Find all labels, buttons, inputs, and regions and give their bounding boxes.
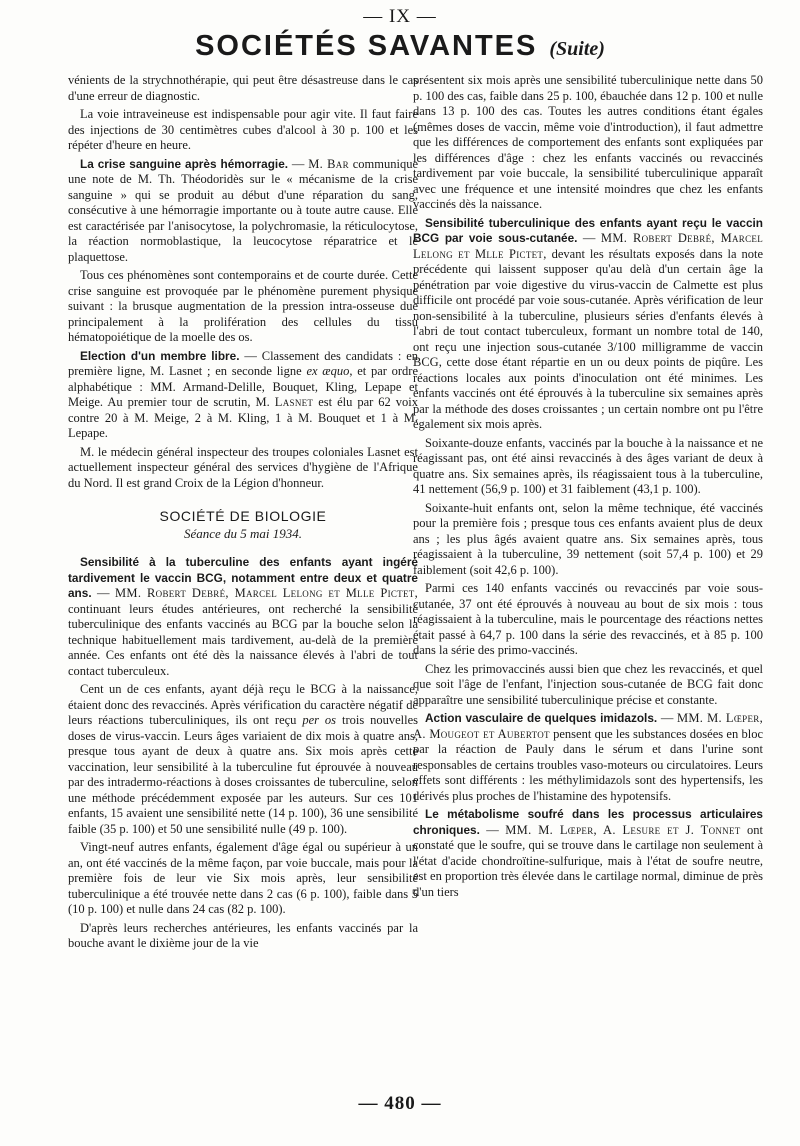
- section-text: est élu par 62 voix contre 20 à M. Meige, 2 à M. Kling, 1 à M. Bouquet et 1 à M. Lepape.: [68, 395, 419, 440]
- paragraph: Soixante-douze enfants, vaccinés par la bouche à la naissance et ne réagissant pas, ont été ainsi revaccinés à des âges variant de deux à quatre ans. Six semaines après, ils réagissaient tous à la tuberculine, 41 nettement (56,9 p. 100) et 31 faiblement (43,1 p. 100).: [413, 435, 763, 496]
- section-entry: La crise sanguine après hémorragie. — M. Bar communique une note de M. Th. Théodoridès sur le « mécanisme de la crise sanguine » qui se produit au début d'une réparation du sang, consécutive à une hémorragie importante ou à toute autre cause. Elle est caractérisée par l'anisocytose, la polychromasie, la réticulocytose, la réaction normoblastique, la leucocytose réparatrice et le plaquettose.: [68, 156, 418, 264]
- section-text: ont constaté que le soufre, qui se trouve dans le cartilage non seulement à l'état d'acide chondroïtine-sulfurique, mais à l'état de soufre neutre, est en proportion très élevée dans le cartilage normal, diminue de près d'un tiers: [413, 822, 764, 899]
- roman-folio: — IX —: [363, 6, 437, 27]
- paragraph: Vingt-neuf autres enfants, également d'âge égal ou supérieur à un an, ont été vaccinés de la même façon, par voie buccale, mais pour la première fois de leur vie Six mois après, leur sensibilité tuberculinique a été trouvée nette dans 2 cas (6 p. 100), faible dans 5 (10 p. 100) et nulle dans 24 cas (82 p. 100).: [68, 840, 418, 916]
- section-heading: Le métabolisme soufré dans les processus articulaires chroniques.: [413, 807, 763, 837]
- author-names: MM. Robert Debré, Marcel Lelong et Mlle Pictet,: [115, 586, 418, 600]
- section-text: , et par ordre alphabétique : MM. Armand-Delille, Bouquet, Kling, Lepape et Meige. Au premier tour de scrutin, M.: [68, 364, 419, 409]
- author-names: M. Bar: [308, 156, 349, 171]
- section-heading: Election d'un membre libre.: [80, 348, 240, 363]
- banner-title: SOCIÉTÉS SAVANTES: [195, 30, 538, 62]
- section-text: trois nouvelles doses de virus-vaccin. Leurs âges variaient de dix mois à quatre ans, presque tous ayant de deux à quatre ans. Six mois après cette vaccination, leur sensibilité à la tuberculine fut éprouvée à nouveau par des intradermo-réactions à doses croissantes de tuberculine, selon une méthode précédemment exposée par les auteurs. Sur ces 101 enfants, 15 avaient une sensibilité nette (14 p. 100), 36 une sensibilité faible (35 p. 100) et 50 une sensibilité nulle (49 p. 100).: [68, 713, 419, 836]
- author-names: MM. Robert Debré, Marcel Lelong et Mlle Pictet,: [413, 231, 764, 261]
- section-entry: Sensibilité tuberculinique des enfants ayant reçu le vaccin BCG par voie sous-cutanée. — MM. Robert Debré, Marcel Lelong et Mlle Pictet, devant les résultats exposés dans la note précédente qui laissent supposer qu'au delà d'un certain âge la pénétration par voie digestive du virus-vaccin de Calmette est plus difficile ont procédé par voie sous-cutanée. Après vérification de leur non-sensibilité à la tuberculine, plusieurs séries d'enfants élevés à l'abri de tout contact tuberculeux, formant un nombre total de 140, ont reçu une injection sous-cutanée 3/100 milligramme de vaccin BCG, cette dose étant répartie en un ou deux points de piqûre. Les réactions locales aux points d'inoculation ont été minimes. Les enfants vaccinés ont été éprouvés à la tuberculine six semaines après par la méthode des doses croissantes ; un certain nombre ont pu l'être également six mois après.: [413, 215, 764, 431]
- section-text: continuant leurs études antérieures, ont recherché la sensibilité tuberculinique des enfants vaccinés au BCG par la bouche selon la technique habituellement: [68, 601, 418, 647]
- section-heading: La crise sanguine après hémorragie.: [80, 156, 289, 171]
- section-text: pensent que les substances dosées en bloc par la réaction de Pauly dans le sérum et dans l'urine sont responsables de certains troubles vaso-moteurs ou circulatoires. Leurs effets sont différents : les méthylimidazols sont des hypertensifs, les dérivés plus proches de l'histamine des hypotensifs.: [413, 726, 763, 803]
- paragraph: Tous ces phénomènes sont contemporains et de courte durée. Cette crise sanguine est provoquée par le phénomène purement physique suivant : la brusque augmentation de la pression intra-osseuse due principalement à la prolifération des cellules du tissu hématopoiétique de la moelle des os.: [68, 268, 418, 344]
- section-text: mais tardivement, au-delà de la première année. Ces enfants ont été dès la naissance élevés à l'abri de tout contact tuberculeux.: [68, 632, 419, 678]
- section-text: devant les résultats exposés dans la note précédente qui laissent supposer qu'au delà d'un certain âge la pénétration par voie digestive du virus-vaccin de Calmette est plus difficile ont procédé par voie sous-cutanée. Après vérification de leur non-sensibilité à la tuberculine, plusieurs séries d'enfants élevés à l'abri de tout contact tuberculeux, formant un nombre total de 140, ont reçu une injection sous-cutanée 3/100 milligramme de vaccin BCG, cette dose étant répartie en un ou deux points de piqûre. Les réactions locales aux points d'inoculation ont été minimes. Les enfants vaccinés ont été éprouvés à la tuberculine six semaines après par la méthode des doses croissantes ; un certain nombre ont pu l'être également six mois après.: [413, 246, 763, 431]
- society-title: SOCIÉTÉ DE BIOLOGIE: [159, 508, 327, 524]
- right-column: [413, 73, 763, 903]
- section-heading: Action vasculaire de quelques imidazols.: [425, 711, 658, 725]
- paragraph: La voie intraveineuse est indispensable pour agir vite. Il faut faire des injections de 30 centimètres cubes d'alcool à 30 p. 100 et les répéter d'heure en heure.: [68, 107, 418, 152]
- paragraph: vénients de la strychnothérapie, qui peut être désastreuse dans le cas d'une erreur de diagnostic.: [68, 73, 418, 103]
- section-entry: Action vasculaire de quelques imidazols. — MM. M. Lœper, A. Mougeot et Aubertot pensent que les substances dosées en bloc par la réaction de Pauly dans le sérum et dans l'urine sont responsables de certains troubles vaso-moteurs ou circulatoires. Leurs effets sont différents : les méthylimidazols sont des hypertensifs, les dérivés plus proches de l'histamine des hypotensifs.: [413, 711, 763, 803]
- paragraph: Soixante-huit enfants ont, selon la même technique, été vaccinés pour la première fois ; presque tous ces enfants avaient plus de deux ans ; les plus âgés avaient quatre ans. Six semaines après, tous réagissaient à la tuberculine, 39 nettement (soit 57,4 p. 100) et 29 faiblement (soit 42,6 p. 100).: [413, 500, 763, 577]
- latin-phrase: ex æquo: [306, 364, 350, 378]
- latin-phrase: per os: [302, 713, 337, 727]
- paragraph: [68, 682, 418, 837]
- page-number: — 480 —: [358, 1093, 442, 1114]
- section-text: Classement des candidats : en première ligne, M. Lasnet ; en seconde ligne: [68, 348, 418, 378]
- section-entry: Election d'un membre libre. — Classement des candidats : en première ligne, M. Lasnet ; en seconde ligne ex æquo, et par ordre alphabétique : MM. Armand-Delille, Bouquet, Kling, Lepape et Meige. Au premier tour de scrutin, M. Lasnet est élu par 62 voix contre 20 à M. Meige, 2 à M. Kling, 1 à M. Bouquet et 1 à M. Lepape.: [68, 348, 419, 440]
- paragraph: Parmi ces 140 enfants vaccinés ou revaccinés par voie sous-cutanée, 37 ont été éprouvés à nouveau au bout de six mois : tous réagissaient à la tuberculine, mais le pourcentage des réactions nettes était passé à 64,7 p. 100 dans la série des revaccinés, et à 85 p. 100 dans la série des primo-vaccinés.: [413, 581, 763, 657]
- banner-suffix: (Suite): [549, 38, 605, 60]
- author-names: MM. M. Lœper, A. Mougeot et Aubertot: [413, 711, 763, 741]
- section-heading: Sensibilité tuberculinique des enfants ayant reçu le vaccin BCG par voie sous-cutanée.: [413, 215, 763, 245]
- section-banner: [0, 28, 800, 61]
- section-text: communique une note de M. Th. Théodoridès sur le « mécanisme de la crise sanguine » qui se produit au début d'une réparation du sang, consécutive à une hémorragie importante ou à toute autre cause. Elle est caractérisée par l'anisocytose, la polychromasie, la réticulocytose, la réaction normoblastique, la leucocytose réparatrice et le plaquettose.: [68, 156, 418, 264]
- section-entry: Sensibilité à la tuberculine des enfants ayant ingéré tardivement le vaccin BCG, notamment entre deux et quatre ans. — MM. Robert Debré, Marcel Lelong et Mlle Pictet, continuant leurs études antérieures, ont recherché la sensibilité tuberculinique des enfants vaccinés au BCG par la bouche selon la technique habituellement mais tardivement, au-delà de la première année. Ces enfants ont été dès la naissance élevés à l'abri de tout contact tuberculeux.: [68, 555, 419, 678]
- section-text: Cent un de ces enfants, ayant déjà reçu le BCG à la naissance, étaient donc des revaccinés. Après vérification du caractère négatif de leurs réactions tuberculiniques, ils ont reçu: [68, 682, 418, 727]
- paragraph: Chez les primovaccinés aussi bien que chez les revaccinés, et quel que soit l'âge de l'enfant, l'injection sous-cutanée de BCG fait donc apparaître une sensibilité tuberculinique précise et constante.: [413, 661, 763, 707]
- paragraph: M. le médecin général inspecteur des troupes coloniales Lasnet est actuellement inspecteur général des services d'hygiène de l'Afrique du Nord. Il est grand Croix de la Légion d'honneur.: [68, 444, 418, 490]
- paragraph: D'après leurs recherches antérieures, les enfants vaccinés par la bouche avant le dixième jour de la vie: [68, 920, 418, 950]
- section-heading: Sensibilité à la tuberculine des enfants ayant ingéré tardivement le vaccin BCG, notamment entre deux et quatre ans.: [68, 555, 418, 600]
- left-column: [68, 73, 418, 955]
- session-date: Séance du 5 mai 1934.: [183, 525, 303, 541]
- author-names: Lasnet: [274, 395, 314, 409]
- section-entry: Le métabolisme soufré dans les processus articulaires chroniques. — MM. M. Lœper, A. Lesure et J. Tonnet ont constaté que le soufre, qui se trouve dans le cartilage non seulement à l'état d'acide chondroïtine-sulfurique, mais à l'état de soufre neutre, est en proportion très élevée dans le cartilage normal, diminue de près d'un tiers: [413, 807, 764, 899]
- author-names: MM. M. Lœper, A. Lesure et J. Tonnet: [505, 822, 741, 837]
- paragraph: présentent six mois après une sensibilité tuberculinique nette dans 50 p. 100 des cas, faible dans 25 p. 100, ébauchée dans 12 p. 100 et nulle dans 13 p. 100 des cas. Toutes les autres conditions étant égales (mêmes doses de vaccin, même voie d'introduction), il faut admettre que les différences de comportement des enfants sont expliquées par les différences d'âge : chez les enfants vaccinés ou revaccinés tardivement par voie buccale, la sensibilité tuberculinique apparaît avec une fréquence et une intensité moindres que chez les enfants vaccinés dès la naissance.: [413, 73, 763, 211]
